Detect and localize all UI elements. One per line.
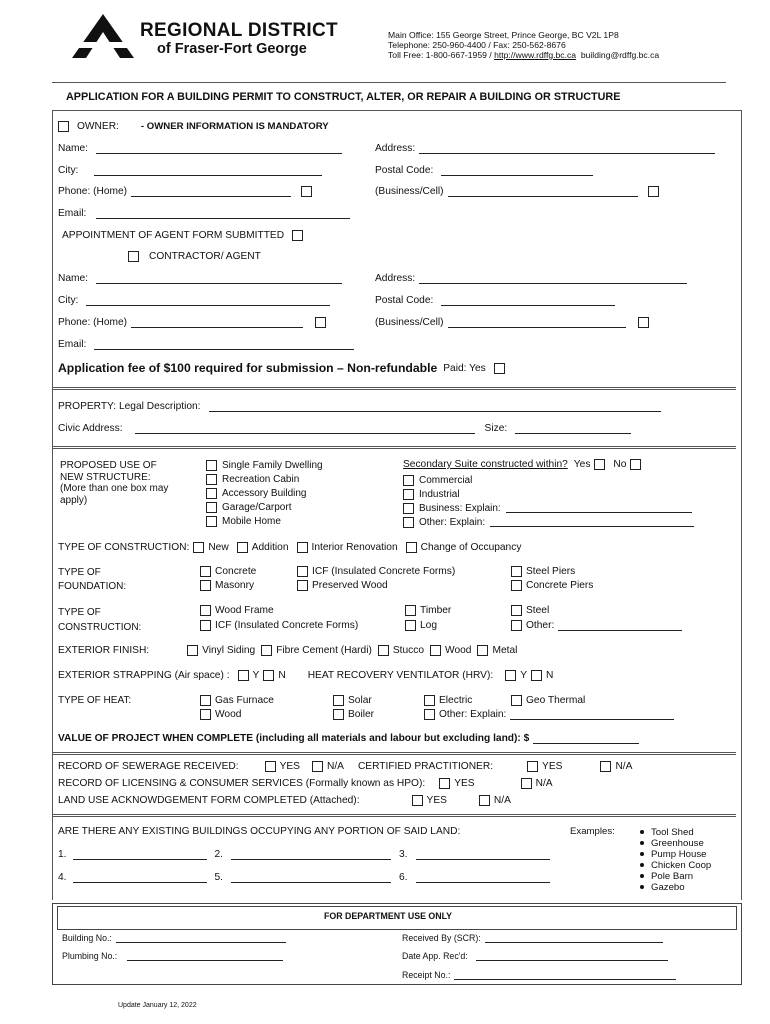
org-name-line1: REGIONAL DISTRICT [140, 20, 338, 41]
certified-practitioner-label: CERTIFIED PRACTITIONER: [357, 761, 494, 772]
owner-postal-label: Postal Code: [375, 165, 434, 176]
construction-type-label: TYPE OF CONSTRUCTION: [58, 542, 190, 553]
project-value-label: VALUE OF PROJECT WHEN COMPLETE (including all materials and labour but excluding land): $ [58, 733, 530, 744]
civic-address-field[interactable] [135, 424, 475, 434]
construction-heading: TYPE OF CONSTRUCTION: [58, 607, 142, 633]
steel-piers-checkbox[interactable] [511, 566, 522, 577]
exterior-strapping-label: EXTERIOR STRAPPING (Air space) : [58, 670, 230, 681]
agent-name-label: Name: [58, 273, 89, 284]
fee-paid-label: Paid: Yes [443, 362, 486, 374]
stucco-label: Stucco [392, 645, 425, 656]
contact-tollfree: Toll Free: 1-800-667-1959 / http://www.rdffg.bc.ca building@rdffg.bc.ca [388, 50, 660, 60]
strapping-y-label: Y [252, 670, 260, 681]
sewerage-yes-label: YES [279, 761, 300, 772]
interior-renovation-checkbox[interactable] [297, 542, 308, 553]
existing-3-field[interactable] [416, 850, 550, 860]
wood-finish-checkbox[interactable] [430, 645, 441, 656]
use-option[interactable]: Accessory Building [206, 486, 323, 500]
property-legal-field[interactable] [209, 402, 661, 412]
property-legal-label: PROPERTY: Legal Description: [58, 401, 201, 412]
fibre-cement-label: Fibre Cement (Hardi) [276, 645, 372, 656]
hrv-n-label: N [545, 670, 554, 681]
sewerage-na-label: N/A [326, 761, 344, 772]
hrv-label: HEAT RECOVERY VENTILATOR (HRV): [307, 670, 494, 681]
strapping-n-label: N [278, 670, 286, 681]
owner-phone-business-checkbox[interactable] [648, 186, 659, 197]
agent-email-field[interactable] [94, 340, 354, 350]
suite-yes-checkbox[interactable] [594, 459, 605, 470]
land-use-label: LAND USE ACKNOWDGEMENT FORM COMPLETED (Attached): [58, 795, 360, 806]
contact-email[interactable]: building@rdffg.bc.ca [580, 50, 660, 60]
existing-6-label: 6. [399, 872, 408, 883]
change-occupancy-checkbox[interactable] [406, 542, 417, 553]
stucco-checkbox[interactable] [378, 645, 389, 656]
strapping-y-checkbox[interactable] [238, 670, 249, 681]
fibre-cement-checkbox[interactable] [261, 645, 272, 656]
owner-phone-business-label: (Business/Cell) [375, 186, 444, 197]
gas-furnace-label: Gas Furnace [215, 695, 274, 706]
log-checkbox[interactable] [405, 620, 416, 631]
existing-4-field[interactable] [73, 873, 207, 883]
use-checkbox[interactable] [206, 474, 217, 485]
agent-address-label: Address: [375, 273, 416, 284]
geo-thermal-label: Geo Thermal [526, 695, 586, 706]
business-explain-field[interactable] [506, 503, 692, 513]
addition-checkbox[interactable] [237, 542, 248, 553]
concrete-piers-checkbox[interactable] [511, 580, 522, 591]
department-use-title: FOR DEPARTMENT USE ONLY [324, 911, 453, 921]
building-no-field[interactable] [116, 934, 286, 943]
icf-foundation-checkbox[interactable] [297, 566, 308, 577]
existing-1-label: 1. [58, 849, 67, 860]
land-use-na-label: N/A [493, 795, 511, 806]
suite-no-checkbox[interactable] [630, 459, 641, 470]
existing-2-field[interactable] [231, 850, 391, 860]
property-size-label: Size: [484, 423, 508, 434]
owner-postal-field[interactable] [441, 166, 593, 176]
received-by-field[interactable] [485, 934, 663, 943]
owner-city-label: City: [58, 165, 79, 176]
contact-phone: Telephone: 250-960-4400 / Fax: 250-562-8676 [388, 40, 566, 50]
website-link[interactable]: http://www.rdffg.bc.ca [494, 50, 577, 60]
owner-address-label: Address: [375, 143, 416, 154]
proposed-use-list [206, 458, 323, 528]
received-by-label: Received By (SCR): [402, 933, 481, 943]
concrete-foundation-checkbox[interactable] [200, 566, 211, 577]
timber-checkbox[interactable] [405, 605, 416, 616]
agent-name-field[interactable] [96, 274, 342, 284]
interior-renovation-label: Interior Renovation [311, 542, 398, 553]
agent-postal-field[interactable] [441, 296, 615, 306]
agent-phone-business-label: (Business/Cell) [375, 317, 444, 328]
new-label: New [208, 542, 229, 553]
wood-frame-label: Wood Frame [215, 605, 274, 616]
org-name-line2: of Fraser-Fort George [157, 41, 307, 57]
use-checkbox[interactable] [206, 460, 217, 471]
steel-checkbox[interactable] [511, 605, 522, 616]
other-construction-checkbox[interactable] [511, 620, 522, 631]
use-option[interactable]: Industrial [403, 487, 694, 501]
hrv-y-checkbox[interactable] [505, 670, 516, 681]
licensing-label: RECORD OF LICENSING & CONSUMER SERVICES (Formally known as HPO): [58, 778, 426, 789]
secondary-suite-question: Secondary Suite constructed within? [403, 459, 568, 470]
solar-label: Solar [348, 695, 372, 706]
licensing-yes-label: YES [454, 778, 475, 789]
contractor-agent-label: CONTRACTOR/ AGENT [149, 251, 261, 262]
existing-buildings-question: ARE THERE ANY EXISTING BUILDINGS OCCUPYING ANY PORTION OF SAID LAND: [58, 826, 461, 837]
example-item: Gazebo [640, 882, 711, 893]
boiler-label: Boiler [348, 709, 375, 720]
foundation-heading: TYPE OF FOUNDATION: [58, 567, 127, 592]
existing-1-field[interactable] [73, 850, 207, 860]
existing-2-label: 2. [214, 849, 223, 860]
project-value-field[interactable] [533, 734, 639, 744]
certified-yes-checkbox[interactable] [527, 761, 538, 772]
licensing-yes-checkbox[interactable] [439, 778, 450, 789]
example-item: Chicken Coop [640, 860, 711, 871]
rdffg-logo [72, 12, 134, 60]
building-no-label: Building No.: [62, 933, 112, 943]
timber-label: Timber [420, 605, 452, 616]
hrv-y-label: Y [520, 670, 527, 681]
examples-label: Examples: [570, 826, 615, 837]
new-checkbox[interactable] [193, 542, 204, 553]
agent-email-label: Email: [58, 339, 87, 350]
concrete-foundation-label: Concrete [215, 566, 257, 577]
change-occupancy-label: Change of Occupancy [420, 542, 522, 553]
owner-phone-home-field[interactable] [131, 187, 291, 197]
date-received-field[interactable] [476, 952, 668, 961]
icf-construction-checkbox[interactable] [200, 620, 211, 631]
proposed-use-heading: PROPOSED USE OF NEW STRUCTURE: (More than one box may apply) [60, 460, 169, 506]
agent-phone-home-field[interactable] [131, 318, 303, 328]
suite-no-label: No [613, 459, 627, 470]
agent-appointment-label: APPOINTMENT OF AGENT FORM SUBMITTED [62, 230, 285, 241]
agent-phone-business-checkbox[interactable] [638, 317, 649, 328]
steel-label: Steel [526, 605, 550, 616]
owner-label: OWNER: [77, 121, 119, 132]
form-title: APPLICATION FOR A BUILDING PERMIT TO CONSTRUCT, ALTER, OR REPAIR A BUILDING OR STRUCTURE [66, 91, 621, 103]
other-use-checkbox[interactable] [403, 517, 414, 528]
land-use-na-checkbox[interactable] [479, 795, 490, 806]
industrial-checkbox[interactable] [403, 489, 414, 500]
agent-appointment-checkbox[interactable] [292, 230, 303, 241]
agent-address-field[interactable] [419, 274, 687, 284]
vinyl-siding-checkbox[interactable] [187, 645, 198, 656]
icf-construction-label: ICF (Insulated Concrete Forms) [215, 620, 359, 631]
solar-checkbox[interactable] [333, 695, 344, 706]
masonry-label: Masonry [215, 580, 255, 591]
owner-phone-home-label: Phone: (Home) [58, 186, 128, 197]
example-item: Pump House [640, 849, 711, 860]
other-heat-checkbox[interactable] [424, 709, 435, 720]
contractor-agent-checkbox[interactable] [128, 251, 139, 262]
electric-checkbox[interactable] [424, 695, 435, 706]
use-option[interactable]: Single Family Dwelling [206, 458, 323, 472]
receipt-no-field[interactable] [454, 971, 676, 980]
heat-type-label: TYPE OF HEAT: [58, 695, 132, 706]
boiler-checkbox[interactable] [333, 709, 344, 720]
existing-4-label: 4. [58, 872, 67, 883]
licensing-na-checkbox[interactable] [521, 778, 532, 789]
gas-furnace-checkbox[interactable] [200, 695, 211, 706]
hrv-n-checkbox[interactable] [531, 670, 542, 681]
use-checkbox[interactable] [206, 488, 217, 499]
metal-label: Metal [492, 645, 518, 656]
addition-label: Addition [251, 542, 289, 553]
other-heat-field[interactable] [510, 710, 674, 720]
land-use-yes-checkbox[interactable] [412, 795, 423, 806]
electric-label: Electric [439, 695, 473, 706]
owner-mandatory-note: - OWNER INFORMATION IS MANDATORY [140, 121, 329, 132]
masonry-checkbox[interactable] [200, 580, 211, 591]
sewerage-yes-checkbox[interactable] [265, 761, 276, 772]
owner-phone-business-field[interactable] [448, 187, 638, 197]
other-heat-label: Other: Explain: [439, 709, 507, 720]
owner-email-field[interactable] [96, 209, 350, 219]
wood-heat-checkbox[interactable] [200, 709, 211, 720]
agent-city-label: City: [58, 295, 79, 306]
wood-frame-checkbox[interactable] [200, 605, 211, 616]
icf-foundation-label: ICF (Insulated Concrete Forms) [312, 566, 456, 577]
business-checkbox[interactable] [403, 503, 414, 514]
proposed-use-list-2 [403, 473, 694, 529]
exterior-finish-label: EXTERIOR FINISH: [58, 645, 150, 656]
existing-5-field[interactable] [231, 873, 391, 883]
plumbing-no-label: Plumbing No.: [62, 951, 118, 961]
owner-name-field[interactable] [96, 144, 342, 154]
use-option[interactable]: Other: Explain: [403, 515, 694, 529]
other-construction-field[interactable] [558, 621, 682, 631]
use-checkbox[interactable] [206, 502, 217, 513]
sewerage-label: RECORD OF SEWERAGE RECEIVED: [58, 761, 239, 772]
use-option[interactable]: Recreation Cabin [206, 472, 323, 486]
owner-name-label: Name: [58, 143, 89, 154]
example-item: Tool Shed [640, 827, 711, 838]
use-checkbox[interactable] [206, 516, 217, 527]
owner-checkbox[interactable] [58, 121, 69, 132]
date-received-label: Date App. Rec'd: [402, 951, 468, 961]
fee-paid-checkbox[interactable] [494, 363, 505, 374]
land-use-yes-label: YES [426, 795, 447, 806]
owner-email-label: Email: [58, 208, 87, 219]
use-option[interactable]: Mobile Home [206, 514, 323, 528]
certified-na-checkbox[interactable] [600, 761, 611, 772]
use-option[interactable]: Commercial [403, 473, 694, 487]
concrete-piers-label: Concrete Piers [526, 580, 594, 591]
examples-list [640, 827, 711, 893]
update-date: Update January 12, 2022 [118, 1002, 197, 1009]
preserved-wood-checkbox[interactable] [297, 580, 308, 591]
civic-address-label: Civic Address: [58, 423, 123, 434]
application-fee-notice: Application fee of $100 required for submission – Non-refundable [58, 361, 438, 375]
owner-city-field[interactable] [94, 166, 322, 176]
licensing-na-label: N/A [535, 778, 553, 789]
use-option[interactable]: Business: Explain: [403, 501, 694, 515]
existing-5-label: 5. [214, 872, 223, 883]
agent-postal-label: Postal Code: [375, 295, 434, 306]
property-size-field[interactable] [515, 424, 631, 434]
owner-address-field[interactable] [419, 144, 715, 154]
existing-3-label: 3. [399, 849, 408, 860]
preserved-wood-label: Preserved Wood [312, 580, 388, 591]
agent-city-field[interactable] [86, 296, 330, 306]
example-item: Greenhouse [640, 838, 711, 849]
agent-phone-business-field[interactable] [448, 318, 626, 328]
suite-yes-label: Yes [573, 459, 591, 470]
certified-na-label: N/A [615, 761, 633, 772]
sewerage-na-checkbox[interactable] [312, 761, 323, 772]
agent-phone-home-checkbox[interactable] [315, 317, 326, 328]
receipt-no-label: Receipt No.: [402, 970, 451, 980]
vinyl-siding-label: Vinyl Siding [202, 645, 256, 656]
other-use-explain-field[interactable] [490, 517, 694, 527]
wood-finish-label: Wood [445, 645, 472, 656]
existing-6-field[interactable] [416, 873, 550, 883]
commercial-checkbox[interactable] [403, 475, 414, 486]
owner-phone-home-checkbox[interactable] [301, 186, 312, 197]
log-label: Log [420, 620, 437, 631]
wood-heat-label: Wood [215, 709, 242, 720]
plumbing-no-field[interactable] [127, 952, 283, 961]
other-construction-label: Other: [526, 620, 555, 631]
agent-phone-home-label: Phone: (Home) [58, 317, 128, 328]
example-item: Pole Barn [640, 871, 711, 882]
contact-address: Main Office: 155 George Street, Prince George, BC V2L 1P8 [388, 30, 619, 40]
geo-thermal-checkbox[interactable] [511, 695, 522, 706]
use-option[interactable]: Garage/Carport [206, 500, 323, 514]
steel-piers-label: Steel Piers [526, 566, 576, 577]
strapping-n-checkbox[interactable] [263, 670, 274, 681]
metal-checkbox[interactable] [477, 645, 488, 656]
certified-yes-label: YES [542, 761, 563, 772]
